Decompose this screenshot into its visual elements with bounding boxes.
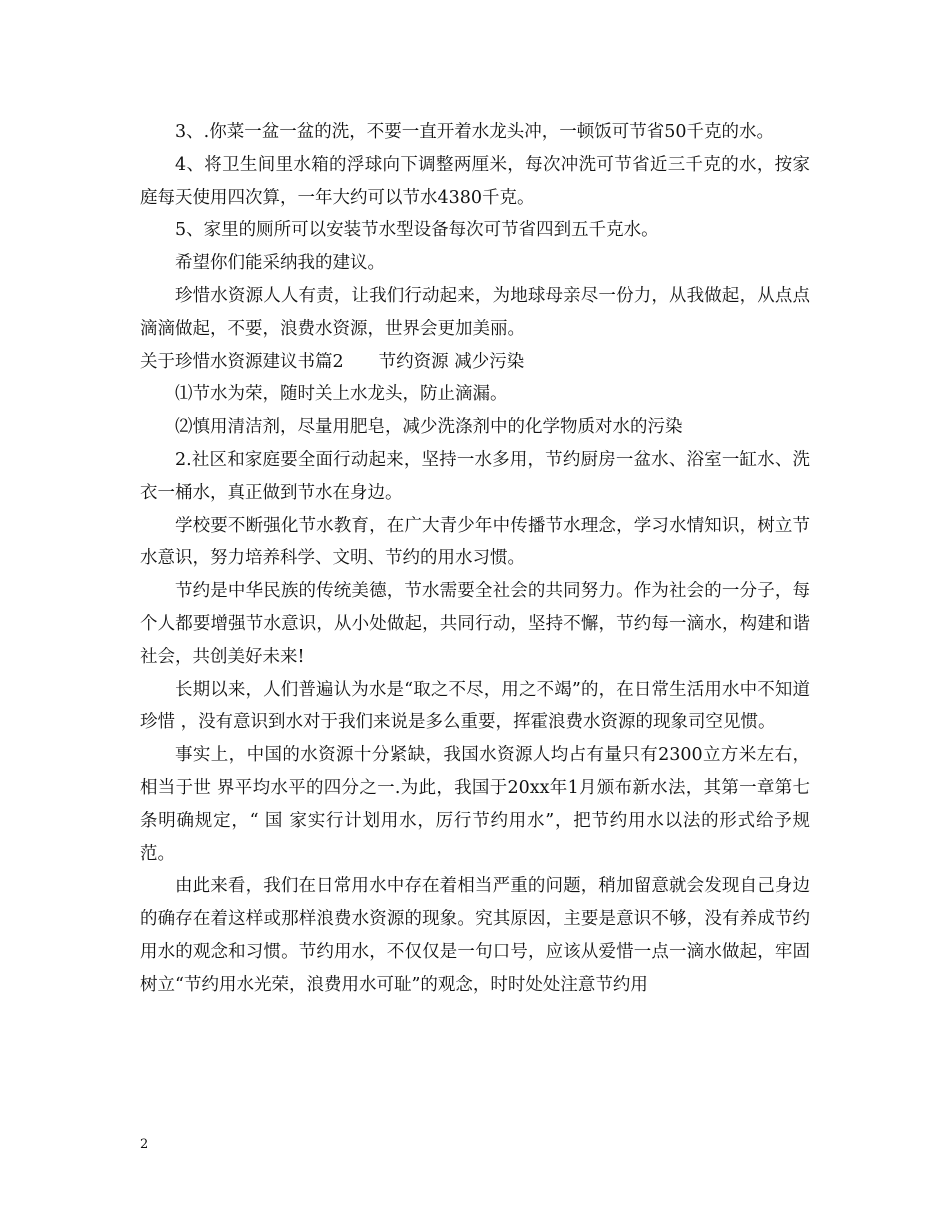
paragraph-tip-5: 5、家里的厕所可以安装节水型设备每次可节省四到五千克水。 <box>175 220 659 241</box>
paragraph-hope: 希望你们能采纳我的建议。 <box>175 253 385 274</box>
paragraph-school: 学校要不断强化节水教育，在广大青少年中传播节水理念，学习水情知识，树立节水意识，努力培养科学、文明、节约的用水习惯。 <box>140 515 810 569</box>
document-body <box>140 116 810 1002</box>
paragraph-cherish-water: 珍惜水资源人人有责，让我们行动起来，为地球母亲尽一份力，从我做起，从点点滴滴做起，不要，浪费水资源，世界会更加美丽。 <box>140 285 810 339</box>
paragraph-tip-3: 3、.你菜一盆一盆的洗，不要一直开着水龙头冲，一顿饭可节省50千克的水。 <box>175 122 774 142</box>
page-number: 2 <box>140 1137 149 1152</box>
paragraph-facts: 事实上，中国的水资源十分紧缺，我国水资源人均占有量只有2300立方米左右，相当于世 界平均水平的四分之一.为此，我国于20xx年1月颁布新水法，其第一章第七条明确规定，“ 国 家实行计划用水，厉行节约用水”，把节约用水以法的形式给予规范。 <box>140 745 810 864</box>
section-heading-2: 关于珍惜水资源建议书篇2 节约资源 减少污染 <box>140 351 525 372</box>
paragraph-tip-4: 4、将卫生间里水箱的浮球向下调整两厘米，每次冲洗可节省近三千克的水，按家庭每天使用四次算，一年大约可以节水4380千克。 <box>140 154 810 208</box>
paragraph-long-term: 长期以来，人们普遍认为水是“取之不尽，用之不竭”的，在日常生活用水中不知道珍惜 ，没有意识到水对于我们来说是多么重要，挥霍浪费水资源的现象司空见惯。 <box>140 679 810 733</box>
paragraph-virtue: 节约是中华民族的传统美德，节水需要全社会的共同努力。作为社会的一分子，每个人都要增强节水意识，从小处做起，共同行动，坚持不懈，节约每一滴水，构建和谐社会，共创美好未来! <box>140 581 810 667</box>
paragraph-item-1: ⑴节水为荣，随时关上水龙头，防止滴漏。 <box>175 384 508 405</box>
paragraph-community: 2.社区和家庭要全面行动起来，坚持一水多用，节约厨房一盆水、浴室一缸水、洗衣一桶水，真正做到节水在身边。 <box>140 449 810 503</box>
paragraph-conclusion: 由此来看，我们在日常用水中存在着相当严重的问题，稍加留意就会发现自己身边的确存在着这样或那样浪费水资源的现象。究其原因，主要是意识不够，没有养成节约用水的观念和习惯。节约用水，不仅仅是一句口号，应该从爱惜一点一滴水做起，牢固树立“节约用水光荣，浪费用水可耻”的观念，时时处处注意节约用 <box>140 876 810 995</box>
paragraph-item-2: ⑵慎用清洁剂，尽量用肥皂，减少洗涤剂中的化学物质对水的污染 <box>175 417 683 438</box>
